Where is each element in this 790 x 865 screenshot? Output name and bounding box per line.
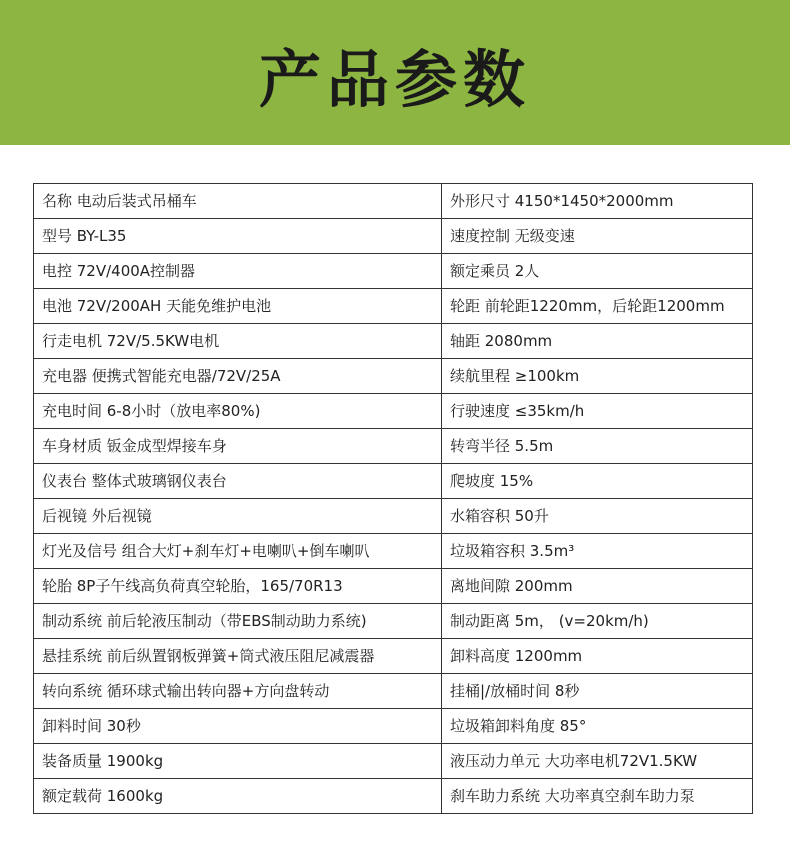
spec-cell-left: 装备质量 1900kg <box>34 744 442 779</box>
table-row <box>34 219 753 254</box>
spec-cell-left: 型号 BY-L35 <box>34 219 442 254</box>
spec-cell-left: 额定载荷 1600kg <box>34 779 442 814</box>
table-row <box>34 499 753 534</box>
spec-cell-left: 仪表台 整体式玻璃钢仪表台 <box>34 464 442 499</box>
spec-table <box>33 183 753 814</box>
table-row <box>34 324 753 359</box>
table-row <box>34 709 753 744</box>
table-row <box>34 429 753 464</box>
spec-cell-left: 卸料时间 30秒 <box>34 709 442 744</box>
table-row <box>34 534 753 569</box>
table-row <box>34 674 753 709</box>
spec-cell-right: 轴距 2080mm <box>442 324 753 359</box>
spec-cell-right: 刹车助力系统 大功率真空刹车助力泵 <box>442 779 753 814</box>
spec-cell-right: 行驶速度 ≤35km/h <box>442 394 753 429</box>
table-row <box>34 359 753 394</box>
spec-cell-right: 速度控制 无级变速 <box>442 219 753 254</box>
table-row <box>34 604 753 639</box>
table-row <box>34 394 753 429</box>
page-title: 产品参数 <box>258 43 531 116</box>
spec-cell-right: 轮距 前轮距1220mm，后轮距1200mm <box>442 289 753 324</box>
spec-cell-right: 外形尺寸 4150*1450*2000mm <box>442 184 753 219</box>
spec-cell-right: 转弯半径 5.5m <box>442 429 753 464</box>
table-row <box>34 254 753 289</box>
spec-cell-right: 制动距离 5m， (v=20km/h) <box>442 604 753 639</box>
table-row <box>34 569 753 604</box>
spec-cell-right: 水箱容积 50升 <box>442 499 753 534</box>
spec-cell-left: 名称 电动后装式吊桶车 <box>34 184 442 219</box>
spec-cell-left: 灯光及信号 组合大灯+刹车灯+电喇叭+倒车喇叭 <box>34 534 442 569</box>
spec-cell-right: 离地间隙 200mm <box>442 569 753 604</box>
header-banner <box>0 0 790 145</box>
spec-cell-left: 转向系统 循环球式输出转向器+方向盘转动 <box>34 674 442 709</box>
spec-cell-left: 电控 72V/400A控制器 <box>34 254 442 289</box>
spec-cell-left: 充电器 便携式智能充电器/72V/25A <box>34 359 442 394</box>
table-row <box>34 464 753 499</box>
spec-cell-left: 电池 72V/200AH 天能免维护电池 <box>34 289 442 324</box>
spec-cell-left: 轮胎 8P子午线高负荷真空轮胎，165/70R13 <box>34 569 442 604</box>
spec-cell-left: 悬挂系统 前后纵置钢板弹簧+筒式液压阻尼减震器 <box>34 639 442 674</box>
spec-cell-right: 挂桶|/放桶时间 8秒 <box>442 674 753 709</box>
spec-cell-right: 液压动力单元 大功率电机72V1.5KW <box>442 744 753 779</box>
spec-cell-left: 行走电机 72V/5.5KW电机 <box>34 324 442 359</box>
spec-cell-left: 车身材质 钣金成型焊接车身 <box>34 429 442 464</box>
spec-cell-right: 额定乘员 2人 <box>442 254 753 289</box>
table-row <box>34 184 753 219</box>
table-row <box>34 744 753 779</box>
spec-cell-right: 垃圾箱卸料角度 85° <box>442 709 753 744</box>
spec-cell-right: 续航里程 ≥100km <box>442 359 753 394</box>
spec-cell-left: 充电时间 6-8小时（放电率80%) <box>34 394 442 429</box>
spec-cell-right: 垃圾箱容积 3.5m³ <box>442 534 753 569</box>
spec-cell-left: 后视镜 外后视镜 <box>34 499 442 534</box>
spec-cell-right: 卸料高度 1200mm <box>442 639 753 674</box>
spec-cell-left: 制动系统 前后轮液压制动（带EBS制动助力系统) <box>34 604 442 639</box>
table-row <box>34 289 753 324</box>
table-row <box>34 779 753 814</box>
table-row <box>34 639 753 674</box>
spec-cell-right: 爬坡度 15% <box>442 464 753 499</box>
